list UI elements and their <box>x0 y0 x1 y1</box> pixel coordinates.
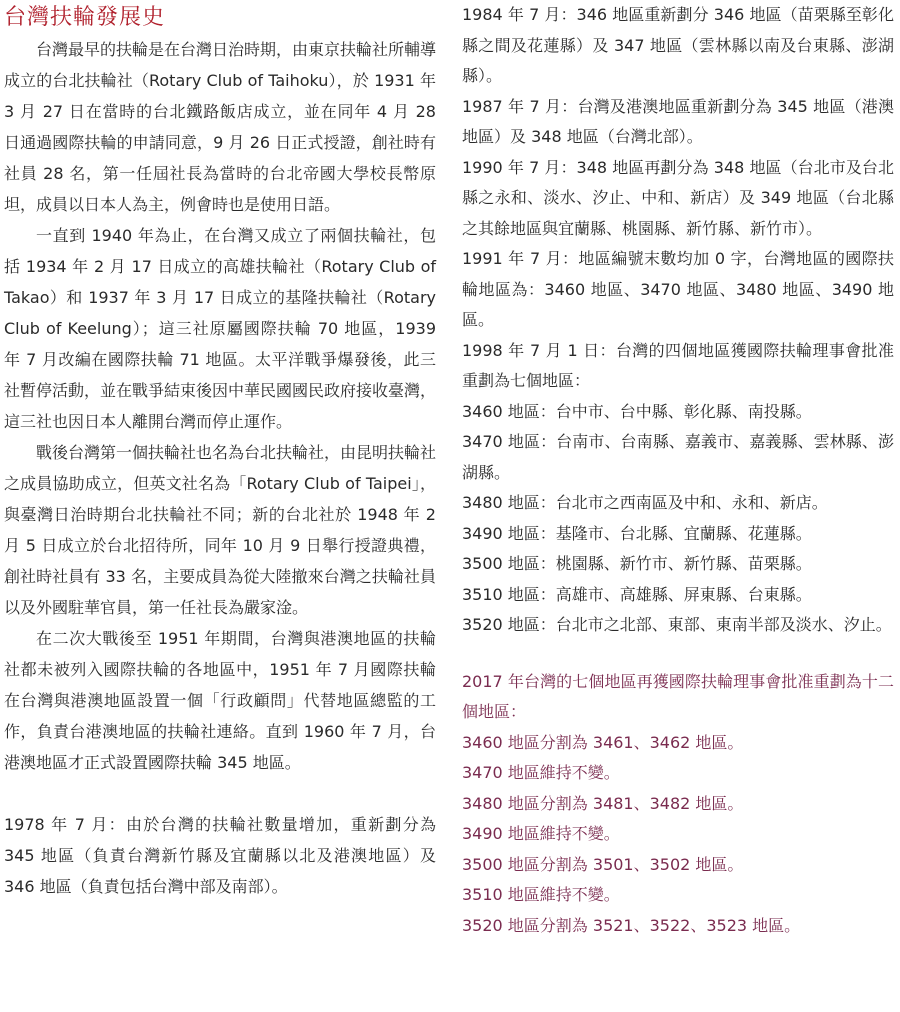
new-district-3460: 3460 地區分割為 3461、3462 地區。 <box>462 732 744 752</box>
new-district-3500: 3500 地區分割為 3501、3502 地區。 <box>462 854 744 874</box>
new-district-3490: 3490 地區維持不變。 <box>462 824 620 843</box>
paragraph-postwar: 戰後台灣第一個扶輪社也名為台北扶輪社，由昆明扶輪社之成員協助成立，但英文社名為「Rotary Club of Taipei」，與臺灣日治時期台北扶輪社不同；新的台北社於 1948 年 2 月 5 日成立於台北招待所，同年 10 月 9 日舉行授證典禮，創社時社員有 33 名，主要成員為從大陸撤來台灣之扶輪社員以及外國駐華官員，第一任社長為嚴家淦。 <box>4 443 437 617</box>
district-3490: 3490 地區：基隆市、台北縣、宜蘭縣、花蓮縣。 <box>462 523 812 543</box>
entry-2017: 2017 年台灣的七個地區再獲國際扶輪理事會批准重劃為十二個地區： <box>462 671 894 721</box>
district-3470: 3470 地區：台南市、台南縣、嘉義市、嘉義縣、雲林縣、澎湖縣。 <box>462 432 894 482</box>
entry-1987: 1987 年 7 月：台灣及港澳地區重新劃分為 345 地區（港澳地區）及 348 地區（台灣北部）。 <box>462 96 894 146</box>
right-column <box>462 0 894 941</box>
new-district-3520: 3520 地區分割為 3521、3522、3523 地區。 <box>462 915 801 935</box>
entry-1984: 1984 年 7 月：346 地區重新劃分 346 地區（苗栗縣至彰化縣之間及花蓮縣）及 347 地區（雲林縣以南及台東縣、澎湖縣）。 <box>462 5 894 85</box>
left-column <box>4 0 436 902</box>
district-3460: 3460 地區：台中市、台中縣、彰化縣、南投縣。 <box>462 401 812 421</box>
district-3480: 3480 地區：台北市之西南區及中和、永和、新店。 <box>462 493 828 512</box>
entry-1998: 1998 年 7 月 1 日：台灣的四個地區獲國際扶輪理事會批准重劃為七個地區： <box>462 340 894 390</box>
district-3520: 3520 地區：台北市之北部、東部、東南半部及淡水、汐止。 <box>462 615 892 634</box>
new-district-3510: 3510 地區維持不變。 <box>462 885 620 904</box>
paragraph-1940: 一直到 1940 年為止，在台灣又成立了兩個扶輪社，包括 1934 年 2 月 17 日成立的高雄扶輪社（Rotary Club of Takao）和 1937 年 3 月 17 日成立的基隆扶輪社（Rotary Club of Keelung）；這三社原屬國際扶輪 70 地區，1939 年 7 月改編在國際扶輪 71 地區。太平洋戰爭爆發後，此三社暫停活動，並在戰爭結束後因中華民國國民政府接收臺灣，這三社也因日本人離開台灣而停止運作。 <box>4 226 437 431</box>
district-3500: 3500 地區：桃園縣、新竹市、新竹縣、苗栗縣。 <box>462 554 812 573</box>
new-district-3470: 3470 地區維持不變。 <box>462 763 620 782</box>
spacer <box>462 641 894 667</box>
new-district-3480: 3480 地區分割為 3481、3482 地區。 <box>462 793 744 813</box>
paragraph-taihoku: 台灣最早的扶輪是在台灣日治時期，由東京扶輪社所輔導成立的台北扶輪社（Rotary Club of Taihoku），於 1931 年 3 月 27 日在當時的台北鐵路飯店成立，並在同年 4 月 28 日通過國際扶輪的申請同意，9 月 26 日正式授證，創社時有社員 28 名，第一任屆社長為當時的台北帝國大學校長幣原坦，成員以日本人為主，例會時也是使用日語。 <box>4 40 437 214</box>
entry-1990: 1990 年 7 月：348 地區再劃分為 348 地區（台北市及台北縣之永和、淡水、汐止、中和、新店）及 349 地區（台北縣之其餘地區與宜蘭縣、桃園縣、新竹縣、新竹市）。 <box>462 157 894 238</box>
page-title: 台灣扶輪發展史 <box>4 5 166 30</box>
spacer <box>4 778 436 809</box>
entry-1978: 1978 年 7 月：由於台灣的扶輪社數量增加，重新劃分為 345 地區（負責台灣新竹縣及宜蘭縣以北及港澳地區）及 346 地區（負責包括台灣中部及南部）。 <box>4 815 436 896</box>
entry-1991: 1991 年 7 月：地區編號末數均加 0 字，台灣地區的國際扶輪地區為：3460 地區、3470 地區、3480 地區、3490 地區。 <box>462 249 894 329</box>
paragraph-1951: 在二次大戰後至 1951 年期間，台灣與港澳地區的扶輪社都未被列入國際扶輪的各地區中，1951 年 7 月國際扶輪在台灣與港澳地區設置一個「行政顧問」代替地區總監的工作，負責台港澳地區的扶輪社連絡。直到 1960 年 7 月，台港澳地區才正式設置國際扶輪 345 地區。 <box>4 629 436 772</box>
district-3510: 3510 地區：高雄市、高雄縣、屏東縣、台東縣。 <box>462 584 812 604</box>
